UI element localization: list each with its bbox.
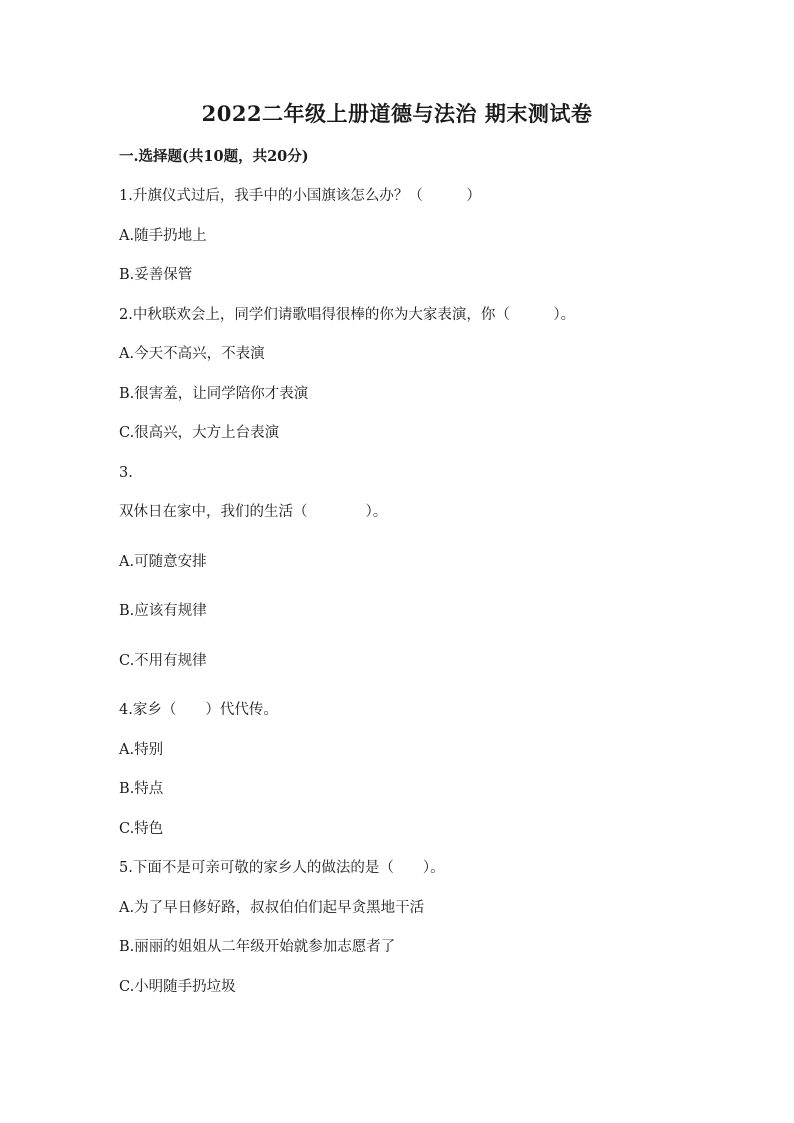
question-2-option-a: A.今天不高兴，不表演 <box>119 346 265 362</box>
question-5-option-a: A.为了早日修好路，叔叔伯伯们起早贪黑地干活 <box>119 900 425 916</box>
question-1-stem: 1.升旗仪式过后，我手中的小国旗该怎么办？（ ） <box>119 188 481 204</box>
question-1-option-b: B.妥善保管 <box>119 267 193 283</box>
question-4-option-a: A.特别 <box>119 742 164 758</box>
question-4-option-c: C.特色 <box>119 821 164 837</box>
question-3-option-c: C.不用有规律 <box>119 653 207 669</box>
question-5-option-b: B.丽丽的姐姐从二年级开始就参加志愿者了 <box>119 939 396 955</box>
question-2-stem: 2.中秋联欢会上，同学们请歌唱得很棒的你为大家表演，你（ ）。 <box>119 307 576 323</box>
page-title: 2022二年级上册道德与法治 期末测试卷 <box>201 101 593 126</box>
question-3-number: 3. <box>119 465 133 481</box>
question-2-option-c: C.很高兴，大方上台表演 <box>119 425 280 441</box>
question-4-option-b: B.特点 <box>119 781 164 797</box>
question-3-stem: 双休日在家中，我们的生活（ ）。 <box>119 504 388 520</box>
question-5-option-c: C.小明随手扔垃圾 <box>119 979 236 995</box>
question-3-option-a: A.可随意安排 <box>119 554 207 570</box>
question-4-stem: 4.家乡（ ）代代传。 <box>119 702 278 718</box>
question-1-option-a: A.随手扔地上 <box>119 228 207 244</box>
question-2-option-b: B.很害羞，让同学陪你才表演 <box>119 386 309 402</box>
question-3-option-b: B.应该有规律 <box>119 603 207 619</box>
question-5-stem: 5.下面不是可亲可敬的家乡人的做法的是（ ）。 <box>119 860 445 876</box>
section-heading: 一.选择题(共10题，共20分) <box>119 148 309 165</box>
